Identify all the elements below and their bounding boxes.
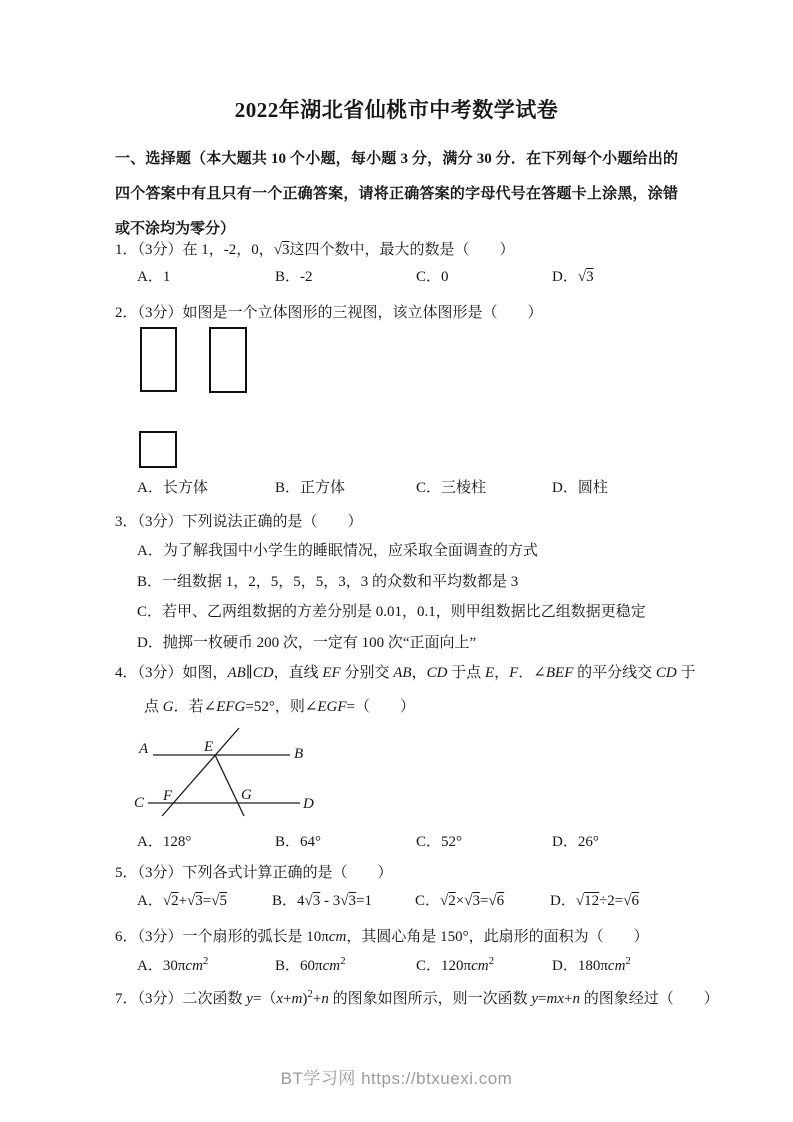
section-heading: 一、选择题（本大题共 10 个小题，每小题 3 分，满分 30 分．在下列每个小题给出的四个答案中有且只有一个正确答案，请将正确答案的字母代号在答题卡上涂黑，涂错或不涂均为零分）	[115, 151, 678, 237]
figure-label-c: C	[134, 795, 145, 811]
question-4-option-b: B．64°	[275, 834, 322, 850]
question-5-options	[137, 890, 737, 912]
question-3-option-a: A．为了解我国中小学生的睡眠情况，应采取全面调查的方式	[137, 543, 538, 559]
question-5-option-a: A．√2+√3=√5	[137, 893, 227, 909]
question-2-option-a: A．长方体	[137, 480, 208, 496]
question-6-stem: 6．（3分）一个扇形的弧长是 10πcm，其圆心角是 150°，此扇形的面积为（ ）	[115, 929, 649, 945]
question-3-option-d: D．抛掷一枚硬币 200 次，一定有 100 次“正面向上”	[137, 634, 477, 651]
question-6-option-b: B．60πcm$^2$	[275, 955, 346, 974]
three-view-side-rect	[209, 327, 247, 393]
question-6-option-a: A．30πcm$^2$	[137, 955, 209, 974]
question-2-stem: 2．（3分）如图是一个立体图形的三视图，该立体图形是（ ）	[115, 305, 543, 321]
question-2-option-c: C．三棱柱	[416, 480, 487, 496]
question-1-option-b: B．-2	[275, 269, 313, 285]
watermark-footer: BT学习网 https://btxuexi.com	[280, 1069, 513, 1088]
question-6-option-d: D．180πcm$^2$	[552, 955, 631, 974]
figure-label-e: E	[204, 739, 214, 755]
question-7-stem: 7．（3分）二次函数 y=（x+m)$^2$+n 的图象如图所示，则一次函数 y=mx+n 的图象经过（ ）	[115, 988, 719, 1007]
question-4-option-d: D．26°	[552, 834, 599, 850]
question-3-stem: 3．（3分）下列说法正确的是（ ）	[115, 514, 363, 530]
figure-label-a: A	[139, 741, 149, 757]
question-3-options	[137, 536, 737, 658]
question-1-stem: 1．（3分）在 1，-2，0，√3这四个数中，最大的数是（ ）	[115, 242, 515, 258]
question-4-geometry-figure	[133, 718, 343, 822]
question-4-option-a: A．128°	[137, 834, 192, 850]
question-5-option-c: C．√2×√3=√6	[415, 893, 505, 909]
three-view-top-rect	[139, 431, 177, 468]
question-5-option-b: B．4√3 - 3√3=1	[272, 893, 372, 909]
question-4-options	[137, 831, 737, 853]
question-1-option-d: D．√3	[552, 269, 594, 285]
question-4-stem-line2: 点 G．若∠EFG=52°，则∠EGF=（ ）	[144, 699, 416, 715]
line-eg	[215, 755, 244, 816]
question-4-stem-line1: 4．（3分）如图，AB∥CD，直线 EF 分别交 AB，CD 于点 E，F．∠BEF 的平分线交 CD 于	[115, 665, 696, 681]
question-6-option-c: C．120πcm$^2$	[416, 955, 495, 974]
question-1-option-a: A．1	[137, 269, 171, 285]
question-4-option-c: C．52°	[416, 834, 463, 850]
figure-label-d: D	[303, 796, 314, 812]
question-2-options	[137, 477, 737, 499]
question-6-options	[137, 955, 737, 977]
question-1-option-c: C．0	[416, 269, 449, 285]
question-1-options	[137, 266, 737, 288]
question-2-option-d: D．圆柱	[552, 480, 608, 496]
three-view-front-rect	[140, 327, 177, 392]
question-2-option-b: B．正方体	[275, 480, 346, 496]
figure-label-g: G	[241, 787, 252, 803]
question-3-option-c: C．若甲、乙两组数据的方差分别是 0.01，0.1，则甲组数据比乙组数据更稳定	[137, 604, 646, 620]
figure-label-f: F	[163, 788, 173, 804]
question-5-option-d: D．√12÷2=√6	[550, 893, 640, 909]
figure-label-b: B	[294, 746, 304, 762]
question-5-stem: 5．（3分）下列各式计算正确的是（ ）	[115, 865, 393, 881]
page-title: 2022年湖北省仙桃市中考数学试卷	[234, 98, 559, 122]
question-3-option-b: B．一组数据 1，2，5，5，5，3，3 的众数和平均数都是 3	[137, 573, 519, 590]
